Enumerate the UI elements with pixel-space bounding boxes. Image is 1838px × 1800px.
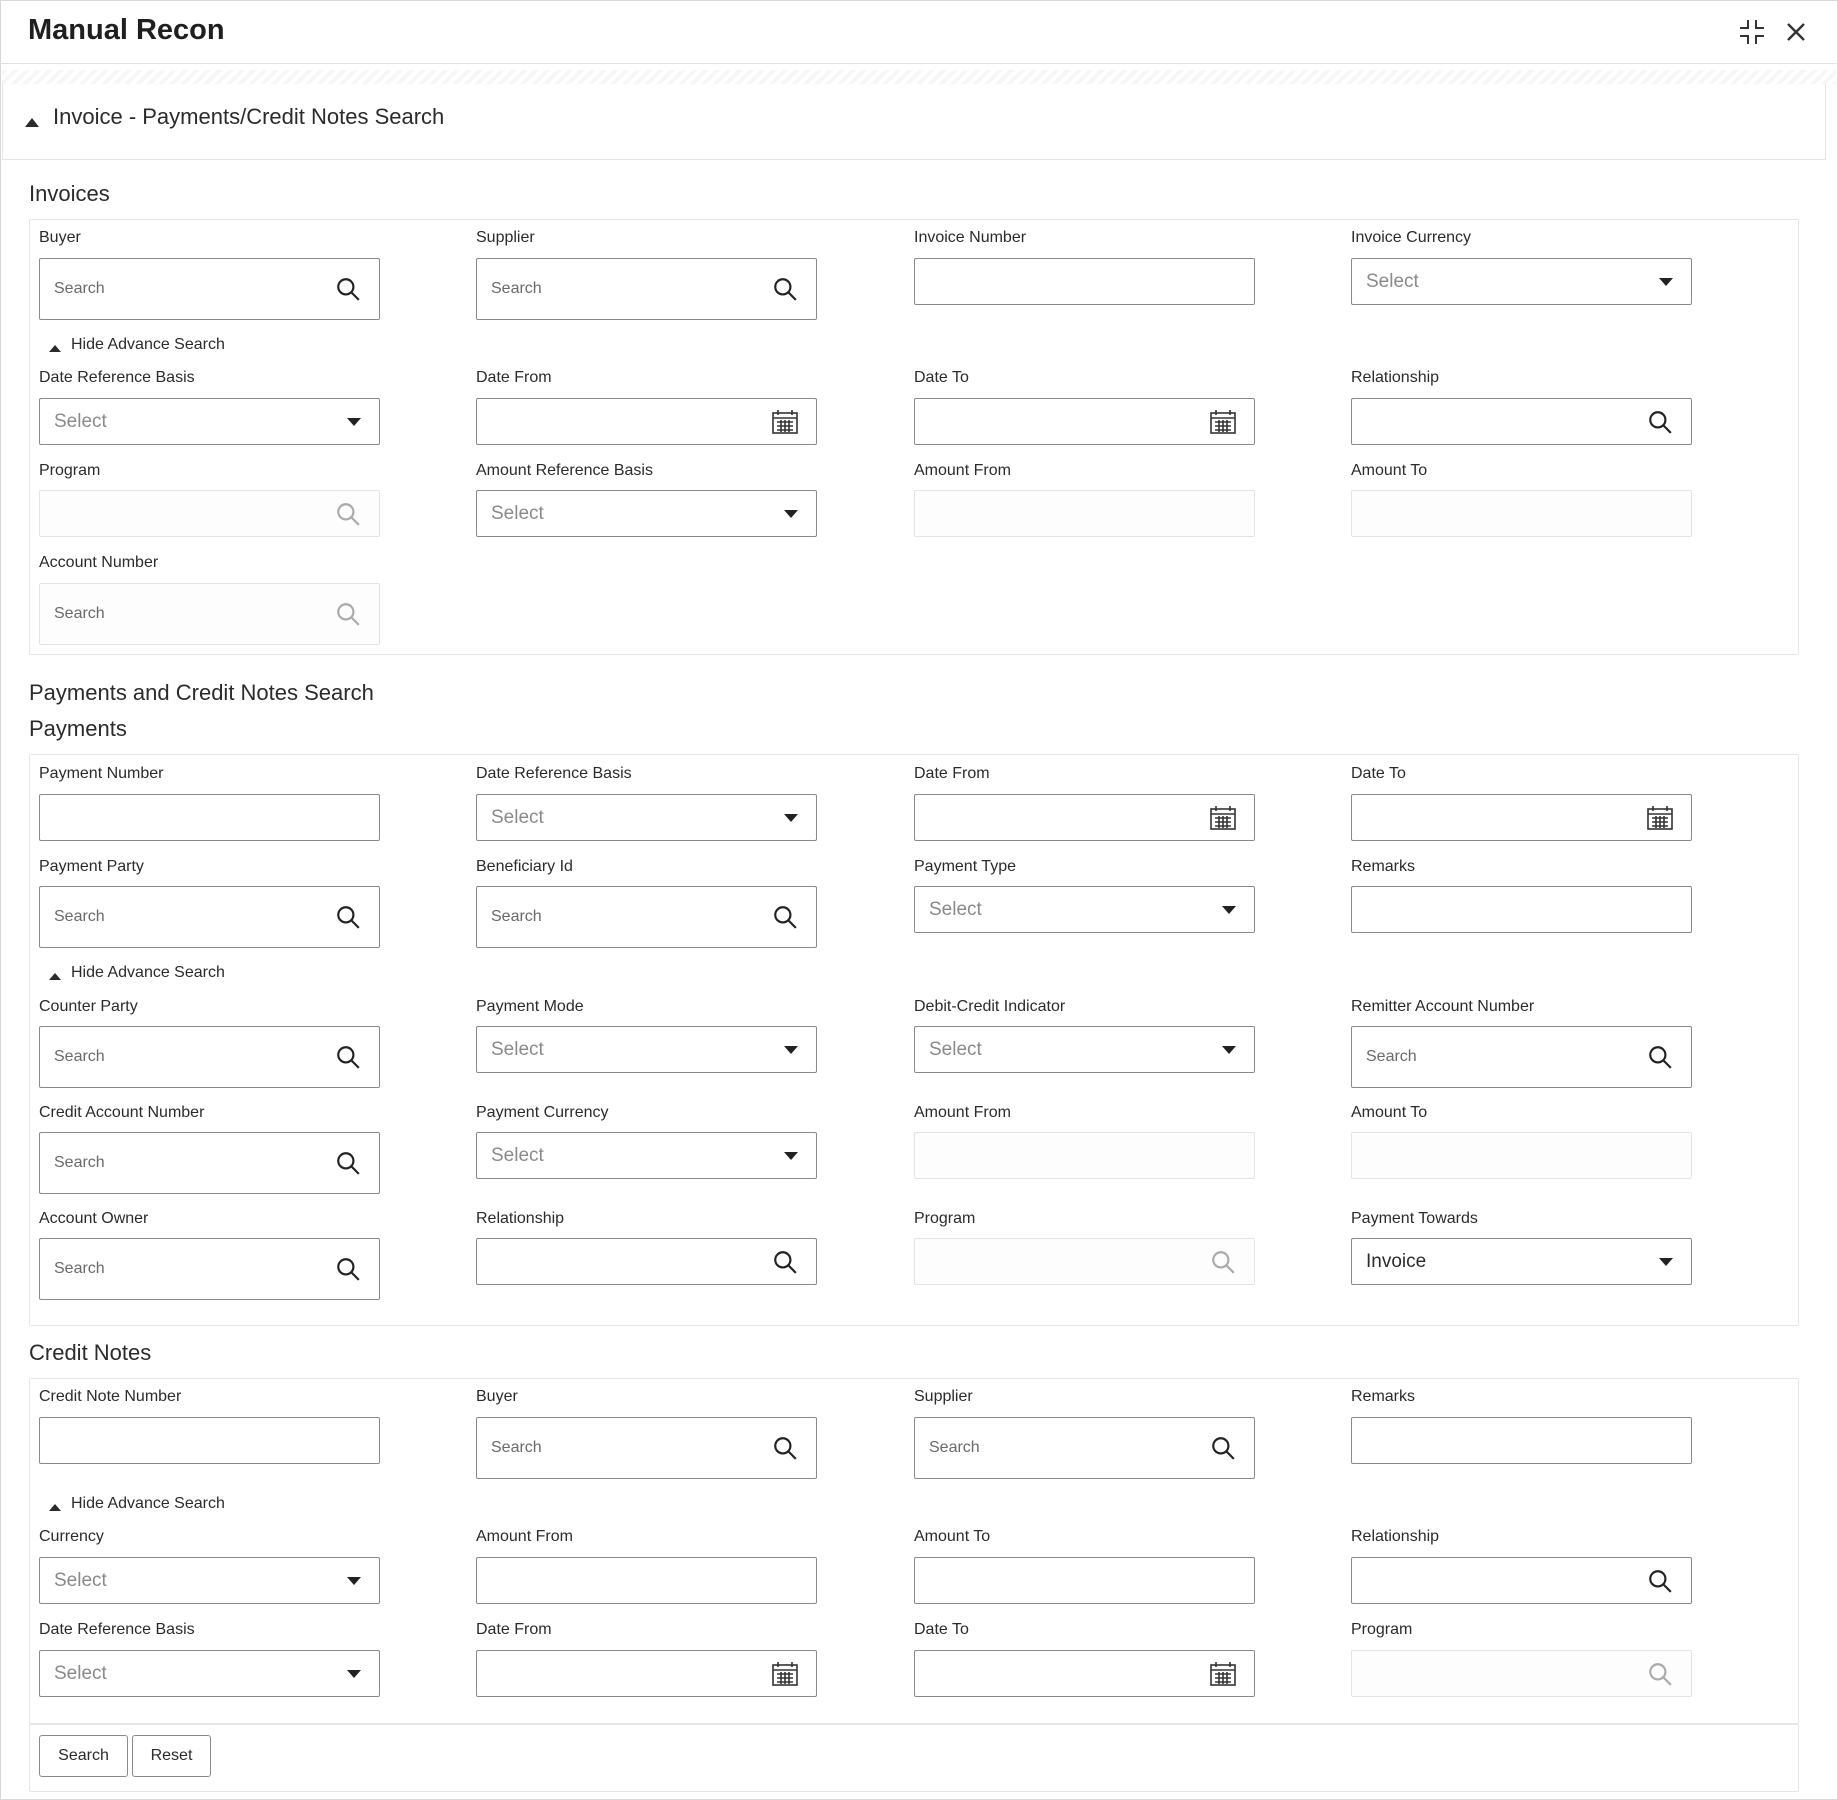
program-search-input[interactable]: [39, 490, 380, 537]
payments-hide-advance-search[interactable]: Hide Advance Search: [49, 964, 225, 982]
payment-number-input[interactable]: [39, 794, 380, 841]
payment-amount-to-input[interactable]: [1351, 1132, 1692, 1179]
chevron-down-icon: [1659, 278, 1673, 286]
search-icon[interactable]: [1647, 409, 1673, 435]
debit-credit-indicator-label: Debit-Credit Indicator: [914, 998, 1066, 1015]
cn-program-label: Program: [1351, 1621, 1413, 1638]
payment-mode-select[interactable]: Select: [476, 1026, 817, 1073]
invoice-currency-select[interactable]: Select: [1351, 258, 1692, 305]
payments-heading: Payments: [29, 716, 127, 741]
accordion-header[interactable]: [2, 84, 1826, 160]
search-icon: [1210, 1249, 1236, 1275]
payment-date-reference-basis-label: Date Reference Basis: [476, 765, 632, 782]
cn-buyer-label: Buyer: [476, 1388, 518, 1405]
payment-number-label: Payment Number: [39, 765, 164, 782]
payment-amount-from-input[interactable]: [914, 1132, 1255, 1179]
cn-currency-label: Currency: [39, 1528, 104, 1545]
buyer-label: Buyer: [39, 229, 81, 246]
buyer-search-input[interactable]: Search: [39, 258, 380, 320]
date-reference-basis-label: Date Reference Basis: [39, 369, 195, 386]
search-icon[interactable]: [772, 276, 798, 302]
payment-remarks-input[interactable]: [1351, 886, 1692, 933]
cn-supplier-search-input[interactable]: Search: [914, 1417, 1255, 1479]
credit-account-number-label: Credit Account Number: [39, 1104, 205, 1121]
date-from-input[interactable]: [476, 398, 817, 445]
chevron-down-icon: [347, 418, 361, 426]
payment-date-from-input[interactable]: [914, 794, 1255, 841]
chevron-down-icon: [1659, 1258, 1673, 1266]
amount-to-input[interactable]: [1351, 490, 1692, 537]
chevron-down-icon: [784, 814, 798, 822]
caret-up-icon: [49, 345, 61, 352]
program-label: Program: [39, 462, 101, 479]
credit-note-number-label: Credit Note Number: [39, 1388, 182, 1405]
cn-amount-from-input[interactable]: [476, 1557, 817, 1604]
cn-date-from-input[interactable]: [476, 1650, 817, 1697]
cn-program-search-input[interactable]: [1351, 1650, 1692, 1697]
cn-date-reference-basis-select[interactable]: Select: [39, 1650, 380, 1697]
payment-amount-from-label: Amount From: [914, 1104, 1011, 1121]
date-reference-basis-select[interactable]: Select: [39, 398, 380, 445]
search-icon: [335, 501, 361, 527]
section-divider: [2, 70, 1836, 84]
account-number-search-input[interactable]: Search: [39, 583, 380, 645]
payment-program-label: Program: [914, 1210, 976, 1227]
date-to-label: Date To: [914, 369, 969, 386]
amount-reference-basis-select[interactable]: Select: [476, 490, 817, 537]
invoice-number-input[interactable]: [914, 258, 1255, 305]
payment-type-select[interactable]: Select: [914, 886, 1255, 933]
window-title: Manual Recon: [28, 14, 225, 46]
payment-currency-label: Payment Currency: [476, 1104, 609, 1121]
action-bar: [29, 1724, 1799, 1792]
calendar-icon[interactable]: [1210, 410, 1236, 434]
account-number-label: Account Number: [39, 554, 159, 571]
account-owner-search-input[interactable]: Search: [39, 1238, 380, 1300]
search-icon[interactable]: [335, 1044, 361, 1070]
search-icon[interactable]: [1647, 1568, 1673, 1594]
search-icon[interactable]: [772, 1435, 798, 1461]
caret-up-icon: [49, 973, 61, 980]
cn-remarks-input[interactable]: [1351, 1417, 1692, 1464]
beneficiary-id-search-input[interactable]: Search: [476, 886, 817, 948]
search-button[interactable]: Search: [39, 1735, 128, 1777]
search-icon[interactable]: [335, 1150, 361, 1176]
account-owner-label: Account Owner: [39, 1210, 149, 1227]
search-icon[interactable]: [335, 1256, 361, 1282]
supplier-label: Supplier: [476, 229, 535, 246]
cn-relationship-search-input[interactable]: [1351, 1557, 1692, 1604]
payment-type-label: Payment Type: [914, 858, 1016, 875]
search-icon[interactable]: [772, 1249, 798, 1275]
payment-towards-select[interactable]: Invoice: [1351, 1238, 1692, 1285]
credit-note-number-input[interactable]: [39, 1417, 380, 1464]
counter-party-search-input[interactable]: Search: [39, 1026, 380, 1088]
payment-date-reference-basis-select[interactable]: Select: [476, 794, 817, 841]
supplier-search-input[interactable]: Search: [476, 258, 817, 320]
cn-amount-to-input[interactable]: [914, 1557, 1255, 1604]
remitter-account-number-label: Remitter Account Number: [1351, 998, 1535, 1015]
calendar-icon[interactable]: [772, 1662, 798, 1686]
chevron-down-icon: [347, 1577, 361, 1585]
cn-amount-to-label: Amount To: [914, 1528, 991, 1545]
chevron-down-icon: [1222, 906, 1236, 914]
payment-party-search-input[interactable]: Search: [39, 886, 380, 948]
amount-to-label: Amount To: [1351, 462, 1428, 479]
search-icon[interactable]: [1210, 1435, 1236, 1461]
chevron-down-icon: [784, 510, 798, 518]
date-from-label: Date From: [476, 369, 552, 386]
beneficiary-id-label: Beneficiary Id: [476, 858, 573, 875]
search-icon[interactable]: [335, 276, 361, 302]
search-icon[interactable]: [1647, 1044, 1673, 1070]
payment-mode-label: Payment Mode: [476, 998, 584, 1015]
search-icon: [335, 601, 361, 627]
caret-up-icon: [25, 114, 39, 132]
amount-reference-basis-label: Amount Reference Basis: [476, 462, 653, 479]
payment-amount-to-label: Amount To: [1351, 1104, 1428, 1121]
chevron-down-icon: [784, 1152, 798, 1160]
date-to-input[interactable]: [914, 398, 1255, 445]
calendar-icon[interactable]: [1647, 806, 1673, 830]
payment-remarks-label: Remarks: [1351, 858, 1416, 875]
search-icon: [1647, 1661, 1673, 1687]
cn-date-reference-basis-label: Date Reference Basis: [39, 1621, 195, 1638]
title-bar: [0, 0, 1838, 64]
cn-date-from-label: Date From: [476, 1621, 552, 1638]
amount-from-label: Amount From: [914, 462, 1011, 479]
invoice-number-label: Invoice Number: [914, 229, 1027, 246]
reset-button[interactable]: Reset: [132, 1735, 211, 1777]
payment-date-to-input[interactable]: [1351, 794, 1692, 841]
invoices-heading: Invoices: [29, 181, 110, 206]
search-icon[interactable]: [335, 904, 361, 930]
caret-up-icon: [49, 1504, 61, 1511]
chevron-down-icon: [1222, 1046, 1236, 1054]
payment-relationship-label: Relationship: [476, 1210, 565, 1227]
cn-supplier-label: Supplier: [914, 1388, 973, 1405]
credit-notes-hide-advance-search[interactable]: Hide Advance Search: [49, 1495, 225, 1513]
cn-remarks-label: Remarks: [1351, 1388, 1416, 1405]
cn-buyer-search-input[interactable]: Search: [476, 1417, 817, 1479]
payment-towards-label: Payment Towards: [1351, 1210, 1478, 1227]
close-icon[interactable]: [1780, 16, 1812, 48]
debit-credit-indicator-select[interactable]: Select: [914, 1026, 1255, 1073]
invoice-currency-label: Invoice Currency: [1351, 229, 1472, 246]
payment-program-search-input[interactable]: [914, 1238, 1255, 1285]
payment-currency-select[interactable]: Select: [476, 1132, 817, 1179]
payment-party-label: Payment Party: [39, 858, 144, 875]
payment-date-from-label: Date From: [914, 765, 990, 782]
relationship-label: Relationship: [1351, 369, 1440, 386]
calendar-icon[interactable]: [772, 410, 798, 434]
chevron-down-icon: [784, 1046, 798, 1054]
cn-amount-from-label: Amount From: [476, 1528, 573, 1545]
search-icon[interactable]: [772, 904, 798, 930]
payments-credit-notes-heading: Payments and Credit Notes Search: [29, 680, 374, 705]
chevron-down-icon: [347, 1670, 361, 1678]
cn-date-to-input[interactable]: [914, 1650, 1255, 1697]
relationship-search-input[interactable]: [1351, 398, 1692, 445]
credit-account-number-search-input[interactable]: Search: [39, 1132, 380, 1194]
minimize-icon[interactable]: [1736, 16, 1768, 48]
invoices-hide-advance-search[interactable]: Hide Advance Search: [49, 336, 225, 354]
payment-date-to-label: Date To: [1351, 765, 1406, 782]
accordion-title: Invoice - Payments/Credit Notes Search: [53, 104, 445, 129]
cn-relationship-label: Relationship: [1351, 1528, 1440, 1545]
remitter-account-number-search-input[interactable]: Search: [1351, 1026, 1692, 1088]
amount-from-input[interactable]: [914, 490, 1255, 537]
counter-party-label: Counter Party: [39, 998, 138, 1015]
payment-relationship-search-input[interactable]: [476, 1238, 817, 1285]
cn-date-to-label: Date To: [914, 1621, 969, 1638]
calendar-icon[interactable]: [1210, 806, 1236, 830]
cn-currency-select[interactable]: Select: [39, 1557, 380, 1604]
credit-notes-heading: Credit Notes: [29, 1340, 152, 1365]
calendar-icon[interactable]: [1210, 1662, 1236, 1686]
